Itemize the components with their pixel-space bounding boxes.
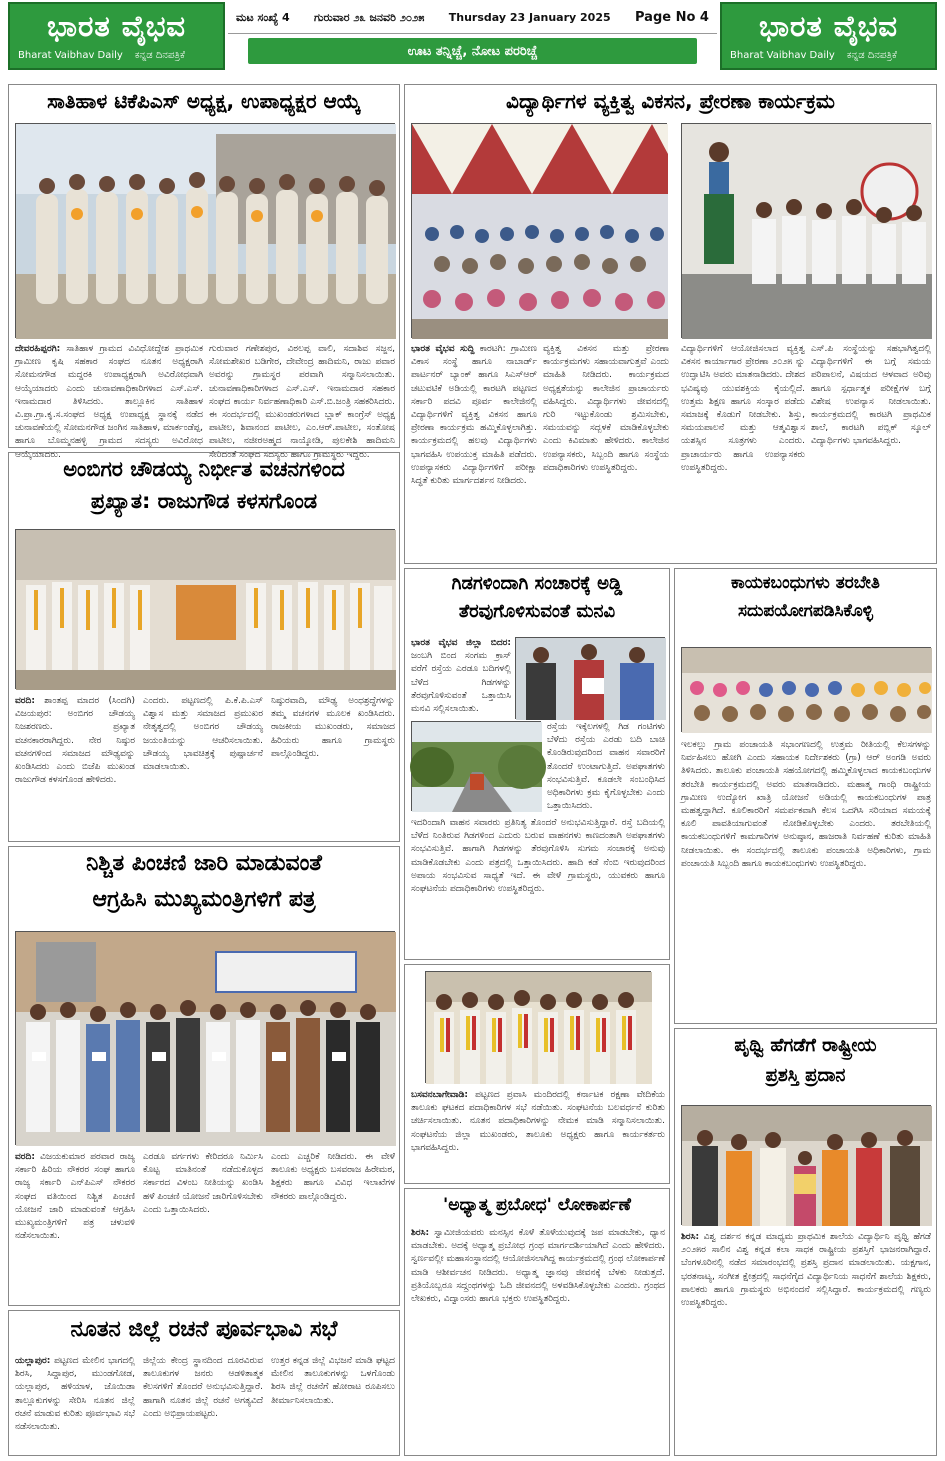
- body-text: ಪಟ್ಟಣದ ಮೇಲಿನ ಭಾಗದಲ್ಲಿ ಶಿರಸಿ, ಸಿದ್ದಾಪುರ, ಮುಂಡಗೋಡ, ಯಲ್ಲಾಪುರ, ಹಳಿಯಾಳ, ಜೊಯಿಡಾ ತಾಲ್ಲೂಕುಗಳನ್ನು ಸೇರಿಸಿ ನೂತನ ಜಿಲ್ಲೆ ರಚನೆ ಮಾಡುವ ಕುರಿತು ಪೂರ್ವಭಾವಿ ಸಭೆ ನಡೆಸಲಾಯಿತು.: [15, 1356, 135, 1433]
- logo-english: Bharat Vaibhav Daily: [18, 50, 123, 61]
- article-column: [681, 739, 931, 1021]
- headline: ವಿದ್ಯಾರ್ಥಿಗಳ ವ್ಯಕ್ತಿತ್ವ ವಿಕಸನ, ಪ್ರೇರಣಾ ಕಾರ್ಯಕ್ರಮ: [506, 89, 835, 113]
- headline: ಪ್ರಶಸ್ತಿ ಪ್ರದಾನ: [765, 1065, 846, 1086]
- date-kannada: ಗುರುವಾರ ೨೩ ಜನವರಿ ೨೦೨೫: [314, 10, 425, 24]
- dateline: ಶಿರಸಿ:: [681, 1232, 700, 1242]
- headline: ಅಂಬಿಗರ ಚೌಡಯ್ಯ ನಿರ್ಭೀತ ವಚನಗಳಿಂದ: [63, 457, 345, 481]
- article-column: [209, 343, 395, 460]
- article-prithvi-hegde-award: [674, 1028, 937, 1456]
- article-column: [543, 343, 669, 561]
- article-karave-meeting: [404, 964, 670, 1184]
- dateline: ಬಸವನಬಾಗೇವಾಡಿ:: [411, 1090, 469, 1100]
- dateline: ಭಾರತ ವೈಭವ ಸುದ್ದಿ: [411, 344, 475, 354]
- body-text: ಶಾಂತಪ್ಪ ಮಾದರ (ಸಿಂದಗಿ) ವಿಜಯಪುರ: ಅಂಬಿಗರ ಚೌಡಯ್ಯ ನಿಜಶರಣರು. ಪ್ರಖ್ಯಾತ ವಚನಕಾರರಾಗಿದ್ದರು. ನೇರ ನಿಷ್ಠುರ ವಚನಗಳಿಂದ ಸಮಾಜದ ಮೌಢ್ಯವನ್ನು ಖಂಡಿಸಿದರು ಎಂದು ಬಿಜೆಪಿ ಮುಖಂಡ ರಾಜುಗೌಡ ಕಳಸಗೊಂಡ ಹೇಳಿದರು.: [15, 696, 135, 786]
- tagline: ಊಟ ತನ್ನಿಚ್ಚೆ, ನೋಟ ಪರರಿಚ್ಚೆ: [248, 38, 697, 64]
- logo-subtitle: ಕನ್ನಡ ದಿನಪತ್ರಿಕೆ: [134, 50, 185, 61]
- article-column: [811, 343, 931, 561]
- body-text: ವಿಜಯಕುಮಾರ ಪರವಾರ ರಾಜ್ಯ ಸರ್ಕಾರಿ ಹಿರಿಯ ನೌಕರರ ಸಂಘ ಹಾಗೂ ರಾಜ್ಯ ಸರ್ಕಾರಿ ಎನ್‌ಪಿಎಸ್ ನೌಕರರ ಸಂಘದ ವತಿಯಿಂದ ನಿಶ್ಚಿತ ಪಿಂಚಣಿ ಯೋಜನೆ ಜಾರಿ ಮಾಡುವಂತೆ ಆಗ್ರಹಿಸಿ ಮುಖ್ಯಮಂತ್ರಿಗಳಿಗೆ ಪತ್ರ ಚಳುವಳಿ ನಡೆಸಲಾಯಿತು.: [15, 1152, 135, 1242]
- masthead-info: [228, 2, 717, 70]
- headline: ನೂತನ ಜಿಲ್ಲೆ ರಚನೆ ಪೂರ್ವಭಾವಿ ಸಭೆ: [70, 1317, 338, 1342]
- article-column: [15, 343, 203, 460]
- article-column: [411, 343, 537, 561]
- body-text: ವ್ಯಕ್ತಿತ್ವ ವಿಕಸನ ಮತ್ತು ಪ್ರೇರಣಾ ಕಾರ್ಯಕ್ರಮಗಳು ಸಹಾಯವಾಗುತ್ತವೆ ಎಂದು ಮಾಹಿತಿ ನೀಡಿದರು. ಕಾರ್ಯಕ್ರಮದ ಅಧ್ಯಕ್ಷತೆಯನ್ನು ಕಾಲೇಜಿನ ಪ್ರಾಚಾರ್ಯರು ವಹಿಸಿದ್ದರು. ವಿದ್ಯಾರ್ಥಿಗಳು ಜೀವನದಲ್ಲಿ ಗುರಿ ಇಟ್ಟುಕೊಂಡು ಶ್ರಮಿಸಬೇಕು, ಸಮಯವನ್ನು ಸದ್ಬಳಕೆ ಮಾಡಿಕೊಳ್ಳಬೇಕು ಎಂದು ಕಿವಿಮಾತು ಹೇಳಿದರು. ಕಾಲೇಜಿನ ಉಪನ್ಯಾಸಕರು, ಸಿಬ್ಬಂದಿ ಹಾಗೂ ಸಂಸ್ಥೆಯ ಪದಾಧಿಕಾರಿಗಳು ಉಪಸ್ಥಿತರಿದ್ದರು.: [543, 344, 669, 473]
- dateline: ವರದಿ:: [15, 1152, 35, 1162]
- body-text: ರಸ್ತೆಯ ಇಕ್ಕೆಲಗಳಲ್ಲಿ ಗಿಡ ಗಂಟಿಗಳು ಬೆಳೆದು ರಸ್ತೆಯ ಎರಡು ಬದಿ ಬಾಚಿ ಕೊಂಡಿರುವುದರಿಂದ ವಾಹನ ಸವಾರರಿಗೆ ತೊಂದರೆ ಉಂಟಾಗುತ್ತಿದೆ. ಅಪಘಾತಗಳು ಸಂಭವಿಸುತ್ತಿವೆ. ಕೂಡಲೇ ಸಂಬಂಧಿಸಿದ ಅಧಿಕಾರಿಗಳು ಕ್ರಮ ಕೈಗೊಳ್ಳಬೇಕು ಎಂದು ಒತ್ತಾಯಿಸಿದರು.: [547, 722, 665, 812]
- body-text: ಕಾರಟಗಿ: ಗ್ರಾಮೀಣ ವಿಕಾಸ ಸಂಸ್ಥೆ ಹಾಗೂ ನಾಬಾರ್ಡ್ ಪಾರ್ಟನರ್ ಬ್ಯಾಂಕ್ ಹಾಗೂ ಸಿಎಸ್‌ಆರ್ ಚಟುವಟಿಕೆ ಅಡಿಯಲ್ಲಿ ಕಾರಟಗಿ ಪಟ್ಟಣದ ಸರ್ಕಾರಿ ಪದವಿ ಪೂರ್ವ ಕಾಲೇಜಿನಲ್ಲಿ ವಿದ್ಯಾರ್ಥಿಗಳಿಗೆ ವ್ಯಕ್ತಿತ್ವ ವಿಕಸನ ಹಾಗೂ ಪ್ರೇರಣಾ ಕಾರ್ಯಕ್ರಮ ಹಮ್ಮಿಕೊಳ್ಳಲಾಗಿತ್ತು. ಕಾರ್ಯಕ್ರಮದಲ್ಲಿ ಹಲವು ವಿದ್ಯಾರ್ಥಿಗಳು ಭಾಗವಹಿಸಿ ಉಪಯುಕ್ತ ಮಾಹಿತಿ ಪಡೆದರು. ಉಪನ್ಯಾಸಕರು ವಿದ್ಯಾರ್ಥಿಗಳಿಗೆ ಪರೀಕ್ಷಾ ಸಿದ್ಧತೆ ಕುರಿತು ಮಾರ್ಗದರ್ಶನ ನೀಡಿದರು.: [411, 344, 537, 487]
- headline: ಪೃಥ್ವಿ ಹೆಗಡೆಗೆ ರಾಷ್ಟ್ರೀಯ: [734, 1035, 877, 1056]
- issue-number: ಮಟ ಸಂಖ್ಯೆ 4: [236, 10, 290, 24]
- photo-group-felicitation: [15, 123, 395, 338]
- date-english: Thursday 23 January 2025: [448, 11, 611, 24]
- headline: ಸಾತಿಹಾಳ ಟಿಕೆಪಿಎಸ್ ಅಧ್ಯಕ್ಷ, ಉಪಾಧ್ಯಕ್ಷರ ಆಯ್ಕೆ: [47, 89, 361, 113]
- body-text: ಜಂಬಗಿ ಬಿಂದ ಸಂಗಮ ಕ್ರಾಸ್ ವರೆಗೆ ರಸ್ತೆಯ ಎರಡೂ ಬದಿಗಳಲ್ಲಿ ಬೆಳೆದ ಗಿಡಗಳನ್ನು ತೆರವುಗೊಳಿಸುವಂತೆ ಒತ್ತಾಯಿಸಿ ಮನವಿ ಸಲ್ಲಿಸಲಾಯಿತು.: [411, 651, 511, 715]
- article-column: [15, 1355, 135, 1453]
- body-text: ಇದರಿಂದಾಗಿ ವಾಹನ ಸವಾರರು ಪ್ರತಿನಿತ್ಯ ತೊಂದರೆ ಅನುಭವಿಸುತ್ತಿದ್ದಾರೆ. ರಸ್ತೆ ಬದಿಯಲ್ಲಿ ಬೆಳೆದ ನಿಂತಿರುವ ಗಿಡಗಳಿಂದ ಎದುರು ಬರುವ ವಾಹನಗಳು ಕಾಣದಂತಾಗಿ ಅಪಘಾತಗಳು ಸಂಭವಿಸುತ್ತಿವೆ. ಹಾಗಾಗಿ ಗಿಡಗಳನ್ನು ತೆರವುಗೊಳಿಸಿ ಸುಗಮ ಸಂಚಾರಕ್ಕೆ ಅನುವು ಮಾಡಿಕೊಡಬೇಕು ಎಂದು ಪತ್ರದಲ್ಲಿ ಒತ್ತಾಯಿಸಿದರು. ಹಾದಿ ಕಡೆ ನೆಂಬಿ ಇರುವುದರಿಂದ ಅಪಾಯ ಸಂಭವಿಸುವ ಸಾಧ್ಯತೆ ಇದೆ. ಈ ವೇಳೆ ಗ್ರಾಮಸ್ಥರು, ಯುವಕರು ಹಾಗೂ ಸಂಘಟನೆಯ ಪದಾಧಿಕಾರಿಗಳು ಉಪಸ್ಥಿತರಿದ್ದರು.: [411, 818, 665, 895]
- body-text: ಪಟ್ಟಣದ ಪ್ರವಾಸಿ ಮಂದಿರದಲ್ಲಿ ಕರ್ನಾಟಕ ರಕ್ಷಣಾ ವೇದಿಕೆಯ ತಾಲೂಕು ಘಟಕದ ಪದಾಧಿಕಾರಿಗಳ ಸಭೆ ನಡೆಯಿತು. ಸಂಘಟನೆಯ ಬಲವರ್ಧನೆ ಕುರಿತು ಚರ್ಚಿಸಲಾಯಿತು. ನೂತನ ಪದಾಧಿಕಾರಿಗಳನ್ನು ನೇಮಕ ಮಾಡಿ ಸನ್ಮಾನಿಸಲಾಯಿತು. ಸಂಘಟನೆಯ ಜಿಲ್ಲಾ ಮುಖಂಡರು, ತಾಲೂಕು ಅಧ್ಯಕ್ಷರು ಹಾಗೂ ಕಾರ್ಯಕರ್ತರು ಭಾಗವಹಿಸಿದ್ದರು.: [411, 1090, 665, 1153]
- article-tkps-election: [8, 84, 400, 460]
- body-text: ಎರಡೂ ವರ್ಗಗಳು ಕೇರಿದರೂ ನಿರ್ಮಿಸಿ ಕೊಟ್ಟ ಮಾತಿನಂತೆ ನಡೆದುಕೊಳ್ಳದ ಸರ್ಕಾರದ ವಿಳಂಬ ನೀತಿಯನ್ನು ಖಂಡಿಸಿ ಹಳೆ ಪಿಂಚಣಿ ಯೋಜನೆ ಜಾರಿಗೊಳಿಸಬೇಕು ಎಂದು ಒತ್ತಾಯಿಸಿದರು.: [143, 1152, 263, 1215]
- article-column: [15, 695, 135, 839]
- body-text: ಸಾತಿಹಾಳ ಗ್ರಾಮದ ವಿವಿಧೋದ್ದೇಶ ಪ್ರಾಥಮಿಕ ಗ್ರಾಮೀಣ ಕೃಷಿ ಸಹಕಾರ ಸಂಘದ ನೂತನ ಅಧ್ಯಕ್ಷರಾಗಿ ಸೋಮನಗೌಡ ಮದ್ದರಕಿ ಉಪಾಧ್ಯಕ್ಷರಾಗಿ ಅವಿರೋಧವಾಗಿ ಆಯ್ಕೆಯಾದರು ಎಂದು ಚುನಾವಣಾಧಿಕಾರಿಗಳಾದ ಎಸ್.ಎಸ್. ಇನಾಮದಾರ ತಿಳಿಸಿದರು. ತಾಲ್ಲೂಕಿನ ಸಾತಿಹಾಳ ವಿ.ಪ್ರಾ.ಗ್ರಾ.ಕೃ.ಸ.ಸಂಘದ ಅಧ್ಯಕ್ಷ ಉಪಾಧ್ಯಕ್ಷ ಸ್ಥಾನಕ್ಕೆ ನಡೆದ ಚುನಾವಣೆಯಲ್ಲಿ ಸೋಮನಗೌಡ ಜಂಗಿನ ಸಾತಿಹಾಳ, ಮಾರ್ಕಂಡೆಪ್ಪ, ಹಾಗೂ ಬೊಮ್ಮನಹಳ್ಳಿ ಗ್ರಾಮದ ಸದಸ್ಯರು ಅವಿರೋಧ ಆಯ್ಕೆಯಾದರು.: [15, 344, 203, 460]
- headline: ಗಿಡಗಳಿಂದಾಗಿ ಸಂಚಾರಕ್ಕೆ ಅಡ್ಡಿ: [451, 573, 623, 594]
- body-text: ಎಸ್.ಪಿ ಸಂಸ್ಥೆಯನ್ನು ಸಹಭಾಗಿತ್ವದಲ್ಲಿ ವಿದ್ಯಾರ್ಥಿಗಳಿಗೆ ಈ ಬಗ್ಗೆ ಸಮಯ ಪರಿಪಾಲನೆ, ವಿಷಯದ ಆಳವಾದ ಅರಿವು ಹಾಗೂ ಸ್ಪರ್ಧಾತ್ಮಕ ಪರೀಕ್ಷೆಗಳ ಬಗ್ಗೆ ವಿಶೇಷ ಉಪನ್ಯಾಸ ನೀಡಲಾಯಿತು. ಕಾರ್ಯಕ್ರಮದಲ್ಲಿ ಕಾರಟಗಿ ಪ್ರಾಥಮಿಕ ಶಾಲೆ, ಕಾರಟಗಿ ಪಬ್ಲಿಕ್ ಸ್ಕೂಲ್ ವಿದ್ಯಾರ್ಥಿಗಳು ಭಾಗವಹಿಸಿದ್ದರು.: [811, 344, 931, 447]
- article-kayakabandhu-training: [674, 568, 937, 1024]
- dateline: ಶಿರಸಿ:: [411, 1228, 430, 1238]
- dateline: ಭಾರತ ವೈಭವ ಜಿಲ್ಲಾ ಬಿದರ:: [411, 638, 511, 648]
- body-text: ಇಲಕಲ್ಲು ಗ್ರಾಮ ಪಂಚಾಯತಿ ಸಭಾಂಗಣದಲ್ಲಿ ಉತ್ತಮ ರೀತಿಯಲ್ಲಿ ಕೆಲಸಗಳನ್ನು ನಿರ್ವಹಿಸಲು ಹೋಗಿ ಎಂದು ಸಹಾಯಕ ನಿರ್ದೇಶಕರು (ಗ್ರಾ) ಆರ್ ಅಂಗಡಿ ಅವರು ತಿಳಿಸಿದರು. ತಾಲೂಕು ಪಂಚಾಯತಿ ಸಹಯೋಗದಲ್ಲಿ ಹಮ್ಮಿಕೊಳ್ಳಲಾದ ಕಾಯಕಬಂಧುಗಳ ತರಬೇತಿ ಕಾರ್ಯಕ್ರಮದಲ್ಲಿ ಅವರು ಮಾತನಾಡಿದರು. ಮಹಾತ್ಮ ಗಾಂಧಿ ರಾಷ್ಟ್ರೀಯ ಗ್ರಾಮೀಣ ಉದ್ಯೋಗ ಖಾತ್ರಿ ಯೋಜನೆ ಅಡಿಯಲ್ಲಿ ಕಾಯಕಬಂಧುಗಳ ಪಾತ್ರ ಮಹತ್ವದ್ದಾಗಿದೆ. ಕೂಲಿಕಾರರಿಗೆ ಸಮರ್ಪಕವಾಗಿ ಕೆಲಸ ಒದಗಿಸಿ ಸರಿಯಾದ ಸಮಯಕ್ಕೆ ಕೂಲಿ ಪಾವತಿಯಾಗುವಂತೆ ನೋಡಿಕೊಳ್ಳಬೇಕು ಎಂದರು. ತರಬೇತಿಯಲ್ಲಿ ಕಾಯಕಬಂಧುಗಳಿಗೆ ಕಾಮಗಾರಿಗಳ ಅನುಷ್ಠಾನ, ಹಾಜರಾತಿ ನಿರ್ವಹಣೆ ಕುರಿತು ಮಾಹಿತಿ ನೀಡಲಾಯಿತು. ಈ ಸಂದರ್ಭದಲ್ಲಿ ತಾಲೂಕು ಪಂಚಾಯತಿ ಅಧಿಕಾರಿಗಳು, ಗ್ರಾಮ ಪಂಚಾಯತಿ ಸಿಬ್ಬಂದಿ ಹಾಗೂ ಕಾಯಕಬಂಧುಗಳು ಉಪಸ್ಥಿತರಿದ್ದರು.: [681, 740, 931, 869]
- dateline: ಯಲ್ಲಾಪುರ:: [15, 1356, 51, 1366]
- page-number: Page No 4: [635, 10, 709, 25]
- headline: ಪ್ರಖ್ಯಾತ: ರಾಜುಗೌಡ ಕಳಸಗೊಂಡ: [90, 489, 318, 513]
- newspaper-logo-right: [720, 2, 937, 70]
- dateline: ದೇವರಹಿಪ್ಪರಗಿ:: [15, 344, 61, 354]
- logo-title: ಭಾರತ ವೈಭವ: [758, 9, 899, 43]
- article-column: [411, 1089, 665, 1181]
- body-text: ಜಿಲ್ಲೆಯ ಕೇಂದ್ರ ಸ್ಥಾನದಿಂದ ದೂರವಿರುವ ತಾಲೂಕುಗಳ ಜನರು ಆಡಳಿತಾತ್ಮಕ ಕೆಲಸಗಳಿಗೆ ತೊಂದರೆ ಅನುಭವಿಸುತ್ತಿದ್ದಾರೆ. ಹಾಗಾಗಿ ನೂತನ ಜಿಲ್ಲೆ ರಚನೆ ಅಗತ್ಯವಿದೆ ಎಂದು ಅಭಿಪ್ರಾಯಪಟ್ಟರು.: [143, 1356, 263, 1419]
- logo-english: Bharat Vaibhav Daily: [730, 50, 835, 61]
- headline: ಆಗ್ರಹಿಸಿ ಮುಖ್ಯಮಂತ್ರಿಗಳಿಗೆ ಪತ್ರ: [92, 887, 316, 912]
- newspaper-logo-left: [8, 2, 225, 70]
- body-text: ಸ್ವಾಮೀಜಿಯವರು ಮನಸ್ಸಿನ ಕೊಳೆ ತೊಳೆಯುವುದಕ್ಕೆ ಜಪ ಮಾಡಬೇಕು, ಧ್ಯಾನ ಮಾಡಬೇಕು. ಅದಕ್ಕೆ ಅಧ್ಯಾತ್ಮ ಪ್ರಬೋಧ ಗ್ರಂಥ ಮಾರ್ಗದರ್ಶಿಯಾಗಿದೆ ಎಂದು ಹೇಳಿದರು. ಸ್ವರ್ಣವಲ್ಲೀ ಮಹಾಸಂಸ್ಥಾನದಲ್ಲಿ ಆಯೋಜಿಸಲಾಗಿದ್ದ ಕಾರ್ಯಕ್ರಮದಲ್ಲಿ ಗ್ರಂಥ ಲೋಕಾರ್ಪಣೆ ಮಾಡಿ ಆಶೀರ್ವಚನ ನೀಡಿದರು. ಅಧ್ಯಾತ್ಮ ಜ್ಞಾನವು ಜೀವನಕ್ಕೆ ಬೆಳಕು ನೀಡುತ್ತದೆ. ಪ್ರತಿಯೊಬ್ಬರೂ ಸದ್ಗ್ರಂಥಗಳನ್ನು ಓದಿ ಜೀವನದಲ್ಲಿ ಅಳವಡಿಸಿಕೊಳ್ಳಬೇಕು ಎಂದರು. ಗ್ರಂಥದ ಲೇಖಕರು, ವಿದ್ವಾಂಸರು ಹಾಗೂ ಭಕ್ತರು ಉಪಸ್ಥಿತರಿದ್ದರು.: [411, 1228, 665, 1305]
- body-text: ಉತ್ತರ ಕನ್ನಡ ಜಿಲ್ಲೆ ವಿಭಜನೆ ಮಾಡಿ ಘಟ್ಟದ ಮೇಲಿನ ತಾಲೂಕುಗಳನ್ನು ಒಳಗೊಂಡು ಶಿರಸಿ ಜಿಲ್ಲೆ ರಚನೆಗೆ ಹೋರಾಟ ರೂಪಿಸಲು ತೀರ್ಮಾನಿಸಲಾಯಿತು.: [271, 1356, 395, 1406]
- headline: ಸದುಪಯೋಗಪಡಿಸಿಕೊಳ್ಳಿ: [737, 601, 874, 621]
- logo-subtitle: ಕನ್ನಡ ದಿನಪತ್ರಿಕೆ: [846, 50, 897, 61]
- article-column: [271, 1151, 395, 1303]
- photo-stage-speaker: [681, 123, 931, 338]
- body-text: ವಿದ್ಯಾರ್ಥಿಗಳಿಗೆ ಆಯೋಜಿಸಲಾದ ವ್ಯಕ್ತಿತ್ವ ವಿಕಸನ ಕಾರ್ಯಾಗಾರ ಪ್ರೇರಣಾ ೨೦೨೫ ನ್ನು ಉದ್ಘಾಟಿಸಿ ಅವರು ಮಾತನಾಡಿದರು. ದೇಶದ ಭವಿಷ್ಯವು ಯುವಶಕ್ತಿಯ ಕೈಯಲ್ಲಿದೆ. ಉತ್ತಮ ಶಿಕ್ಷಣ ಹಾಗೂ ಸಂಸ್ಕಾರ ಪಡೆದು ಸಮಾಜಕ್ಕೆ ಕೊಡುಗೆ ನೀಡಬೇಕು. ಶಿಸ್ತು, ಸಮಯಪಾಲನೆ ಮತ್ತು ಆತ್ಮವಿಶ್ವಾಸ ಯಶಸ್ಸಿನ ಸೂತ್ರಗಳು ಎಂದರು. ಪ್ರಾಚಾರ್ಯರು ಹಾಗೂ ಉಪನ್ಯಾಸಕರು ಉಪಸ್ಥಿತರಿದ್ದರು.: [681, 344, 805, 473]
- dateline: ವರದಿ:: [15, 696, 35, 706]
- article-column: [143, 695, 263, 839]
- body-text: ವಿಶ್ವ ದರ್ಶನ ಕನ್ನಡ ಮಾಧ್ಯಮ ಪ್ರಾಥಮಿಕ ಶಾಲೆಯ ವಿದ್ಯಾರ್ಥಿನಿ ಪೃಥ್ವಿ ಹೆಗಡೆ ೨೦೨೫ರ ಸಾಲಿನ ವಿಶ್ವ ಕನ್ನಡ ಕಲಾ ಸಾಧಕ ರಾಷ್ಟ್ರೀಯ ಪ್ರಶಸ್ತಿಗೆ ಭಾಜನರಾಗಿದ್ದಾರೆ. ಬೆಂಗಳೂರಿನಲ್ಲಿ ನಡೆದ ಸಮಾರಂಭದಲ್ಲಿ ಪ್ರಶಸ್ತಿ ಪ್ರದಾನ ಮಾಡಲಾಯಿತು. ಯಕ್ಷಗಾನ, ಭರತನಾಟ್ಯ, ಸಂಗೀತ ಕ್ಷೇತ್ರದಲ್ಲಿ ಸಾಧನೆಗೈದ ವಿದ್ಯಾರ್ಥಿನಿಯ ಸಾಧನೆಗೆ ಶಾಲೆಯ ಶಿಕ್ಷಕರು, ಪಾಲಕರು ಹಾಗೂ ಗ್ರಾಮಸ್ಥರು ಅಭಿನಂದನೆ ಸಲ್ಲಿಸಿದ್ದಾರೆ. ಕಾರ್ಯಕ್ರಮದಲ್ಲಿ ಗಣ್ಯರು ಉಪಸ್ಥಿತರಿದ್ದರು.: [681, 1232, 931, 1309]
- photo-training-group: [681, 647, 931, 732]
- article-column: [143, 1355, 263, 1453]
- photo-road-with-plants: [411, 721, 541, 811]
- headline: ತೆರವುಗೊಳಿಸುವಂತೆ ಮನವಿ: [458, 601, 616, 622]
- article-column: [271, 695, 395, 839]
- photo-memorandum-submission: [515, 637, 665, 719]
- body-text: ಎಂದು ಎಚ್ಚರಿಕೆ ನೀಡಿದರು. ಈ ವೇಳೆ ತಾಲೂಕು ಅಧ್ಯಕ್ಷರು ಬಸವರಾಜ ಹಿರೇಮಠ, ಶಿಕ್ಷಕರು ಹಾಗೂ ವಿವಿಧ ಇಲಾಖೆಗಳ ನೌಕರರು ಪಾಲ್ಗೊಂಡಿದ್ದರು.: [271, 1152, 395, 1202]
- article-column: [143, 1151, 263, 1303]
- headline: ಕಾಯಕಬಂಧುಗಳು ತರಬೇತಿ: [731, 573, 880, 593]
- article-student-personality: [404, 84, 937, 564]
- article-column: [271, 1355, 395, 1453]
- article-column: [411, 637, 511, 719]
- body-text: ಎಂದರು. ಪಟ್ಟಣದಲ್ಲಿ ಪಿ.ಕೆ.ಪಿ.ಎಸ್ ವಿಶ್ವಾಸ ಮತ್ತು ಸಮಾಜದ ಪ್ರಮುಖರ ನೇತೃತ್ವದಲ್ಲಿ ಅಂಬಿಗರ ಚೌಡಯ್ಯ ಜಯಂತಿಯನ್ನು ಆಚರಿಸಲಾಯಿತು. ಚೌಡಯ್ಯ ಭಾವಚಿತ್ರಕ್ಕೆ ಪುಷ್ಪಾರ್ಚನೆ ಮಾಡಲಾಯಿತು.: [143, 696, 263, 773]
- photo-karave-members: [425, 971, 651, 1083]
- article-adhyatma-prabodha: [404, 1188, 670, 1456]
- article-column: [411, 817, 665, 955]
- photo-employees-holding-letters: [15, 931, 395, 1145]
- article-ambigara-choudayya: [8, 452, 400, 842]
- article-new-district-meeting: [8, 1310, 400, 1456]
- masthead: [8, 2, 937, 70]
- article-column: [681, 343, 805, 561]
- article-column: [15, 1151, 135, 1303]
- article-road-plants: [404, 568, 670, 960]
- body-text: ನಿಷ್ಠುರವಾದಿ, ಮೌಢ್ಯ ಅಂಧಶ್ರದ್ಧೆಗಳನ್ನು ತಮ್ಮ ವಚನಗಳ ಮೂಲಕ ಖಂಡಿಸಿದರು. ರಾಜಕೀಯ ಮುಖಂಡರು, ಸಮಾಜದ ಹಿರಿಯರು ಹಾಗೂ ಗ್ರಾಮಸ್ಥರು ಪಾಲ್ಗೊಂಡಿದ್ದರು.: [271, 696, 395, 759]
- logo-title: ಭಾರತ ವೈಭವ: [46, 9, 187, 43]
- photo-students-gathering: [411, 123, 667, 338]
- body-text: ಗುರುವಾರ ಗಣೇಶಪುರ, ವಿಠಲಪ್ಪ ವಾಲಿ, ಸದಾಶಿವ ಸಜ್ಜನ, ಸೋಮಶೇಖರ ಬಡಿಗೇರ, ದೇವೇಂದ್ರ ಹಾದಿಮನಿ, ರಾಜು ಪವಾರ ಅವರನ್ನು ಗ್ರಾಮಸ್ಥರ ಪರವಾಗಿ ಸನ್ಮಾನಿಸಲಾಯಿತು. ಚುನಾವಣಾಧಿಕಾರಿಗಳಾದ ಎಸ್.ಎಸ್. ಇನಾಮದಾರ ಸಹಕಾರ ಸಂಘದ ಕಾರ್ಯ ನಿರ್ವಹಣಾಧಿಕಾರಿ ಎಸ್.ಬಿ.ಜಂತ್ರಿ ಸಹಕರಿಸಿದರು. ಈ ಸಂದರ್ಭದಲ್ಲಿ ಮುಖಂಡರುಗಳಾದ ಬ್ಲಾಕ್ ಕಾಂಗ್ರೆಸ್ ಅಧ್ಯಕ್ಷ ಪಾಟೀಲ, ಶಿವಾನಂದ ಪಾಟೀಲ, ಎಂ.ಆರ್.ಪಾಟೀಲ, ಸಂತೋಷ ಪಾಟೀಲ, ನಜೀರಅಹ್ಮದ ನಾಯ್ಕೋಡಿ, ಪುಲಕೇಶಿ ಹಾದಿಮನಿ ಸೇರಿದಂತೆ ಸಂಘದ ಸದಸ್ಯರು ಹಾಗೂ ಗ್ರಾಮಸ್ಥರು ಇದ್ದರು.: [209, 344, 395, 460]
- photo-award-ceremony: [681, 1105, 931, 1225]
- article-column: [681, 1231, 931, 1453]
- article-column: [547, 721, 665, 811]
- headline: 'ಅಧ್ಯಾತ್ಮ ಪ್ರಬೋಧ' ಲೋಕಾರ್ಪಣೆ: [443, 1195, 631, 1215]
- photo-jayanti-celebration: [15, 529, 395, 689]
- headline: ನಿಶ್ಚಿತ ಪಿಂಚಣಿ ಜಾರಿ ಮಾಡುವಂತೆ: [86, 851, 322, 876]
- article-pension-letter: [8, 846, 400, 1306]
- article-column: [411, 1227, 665, 1453]
